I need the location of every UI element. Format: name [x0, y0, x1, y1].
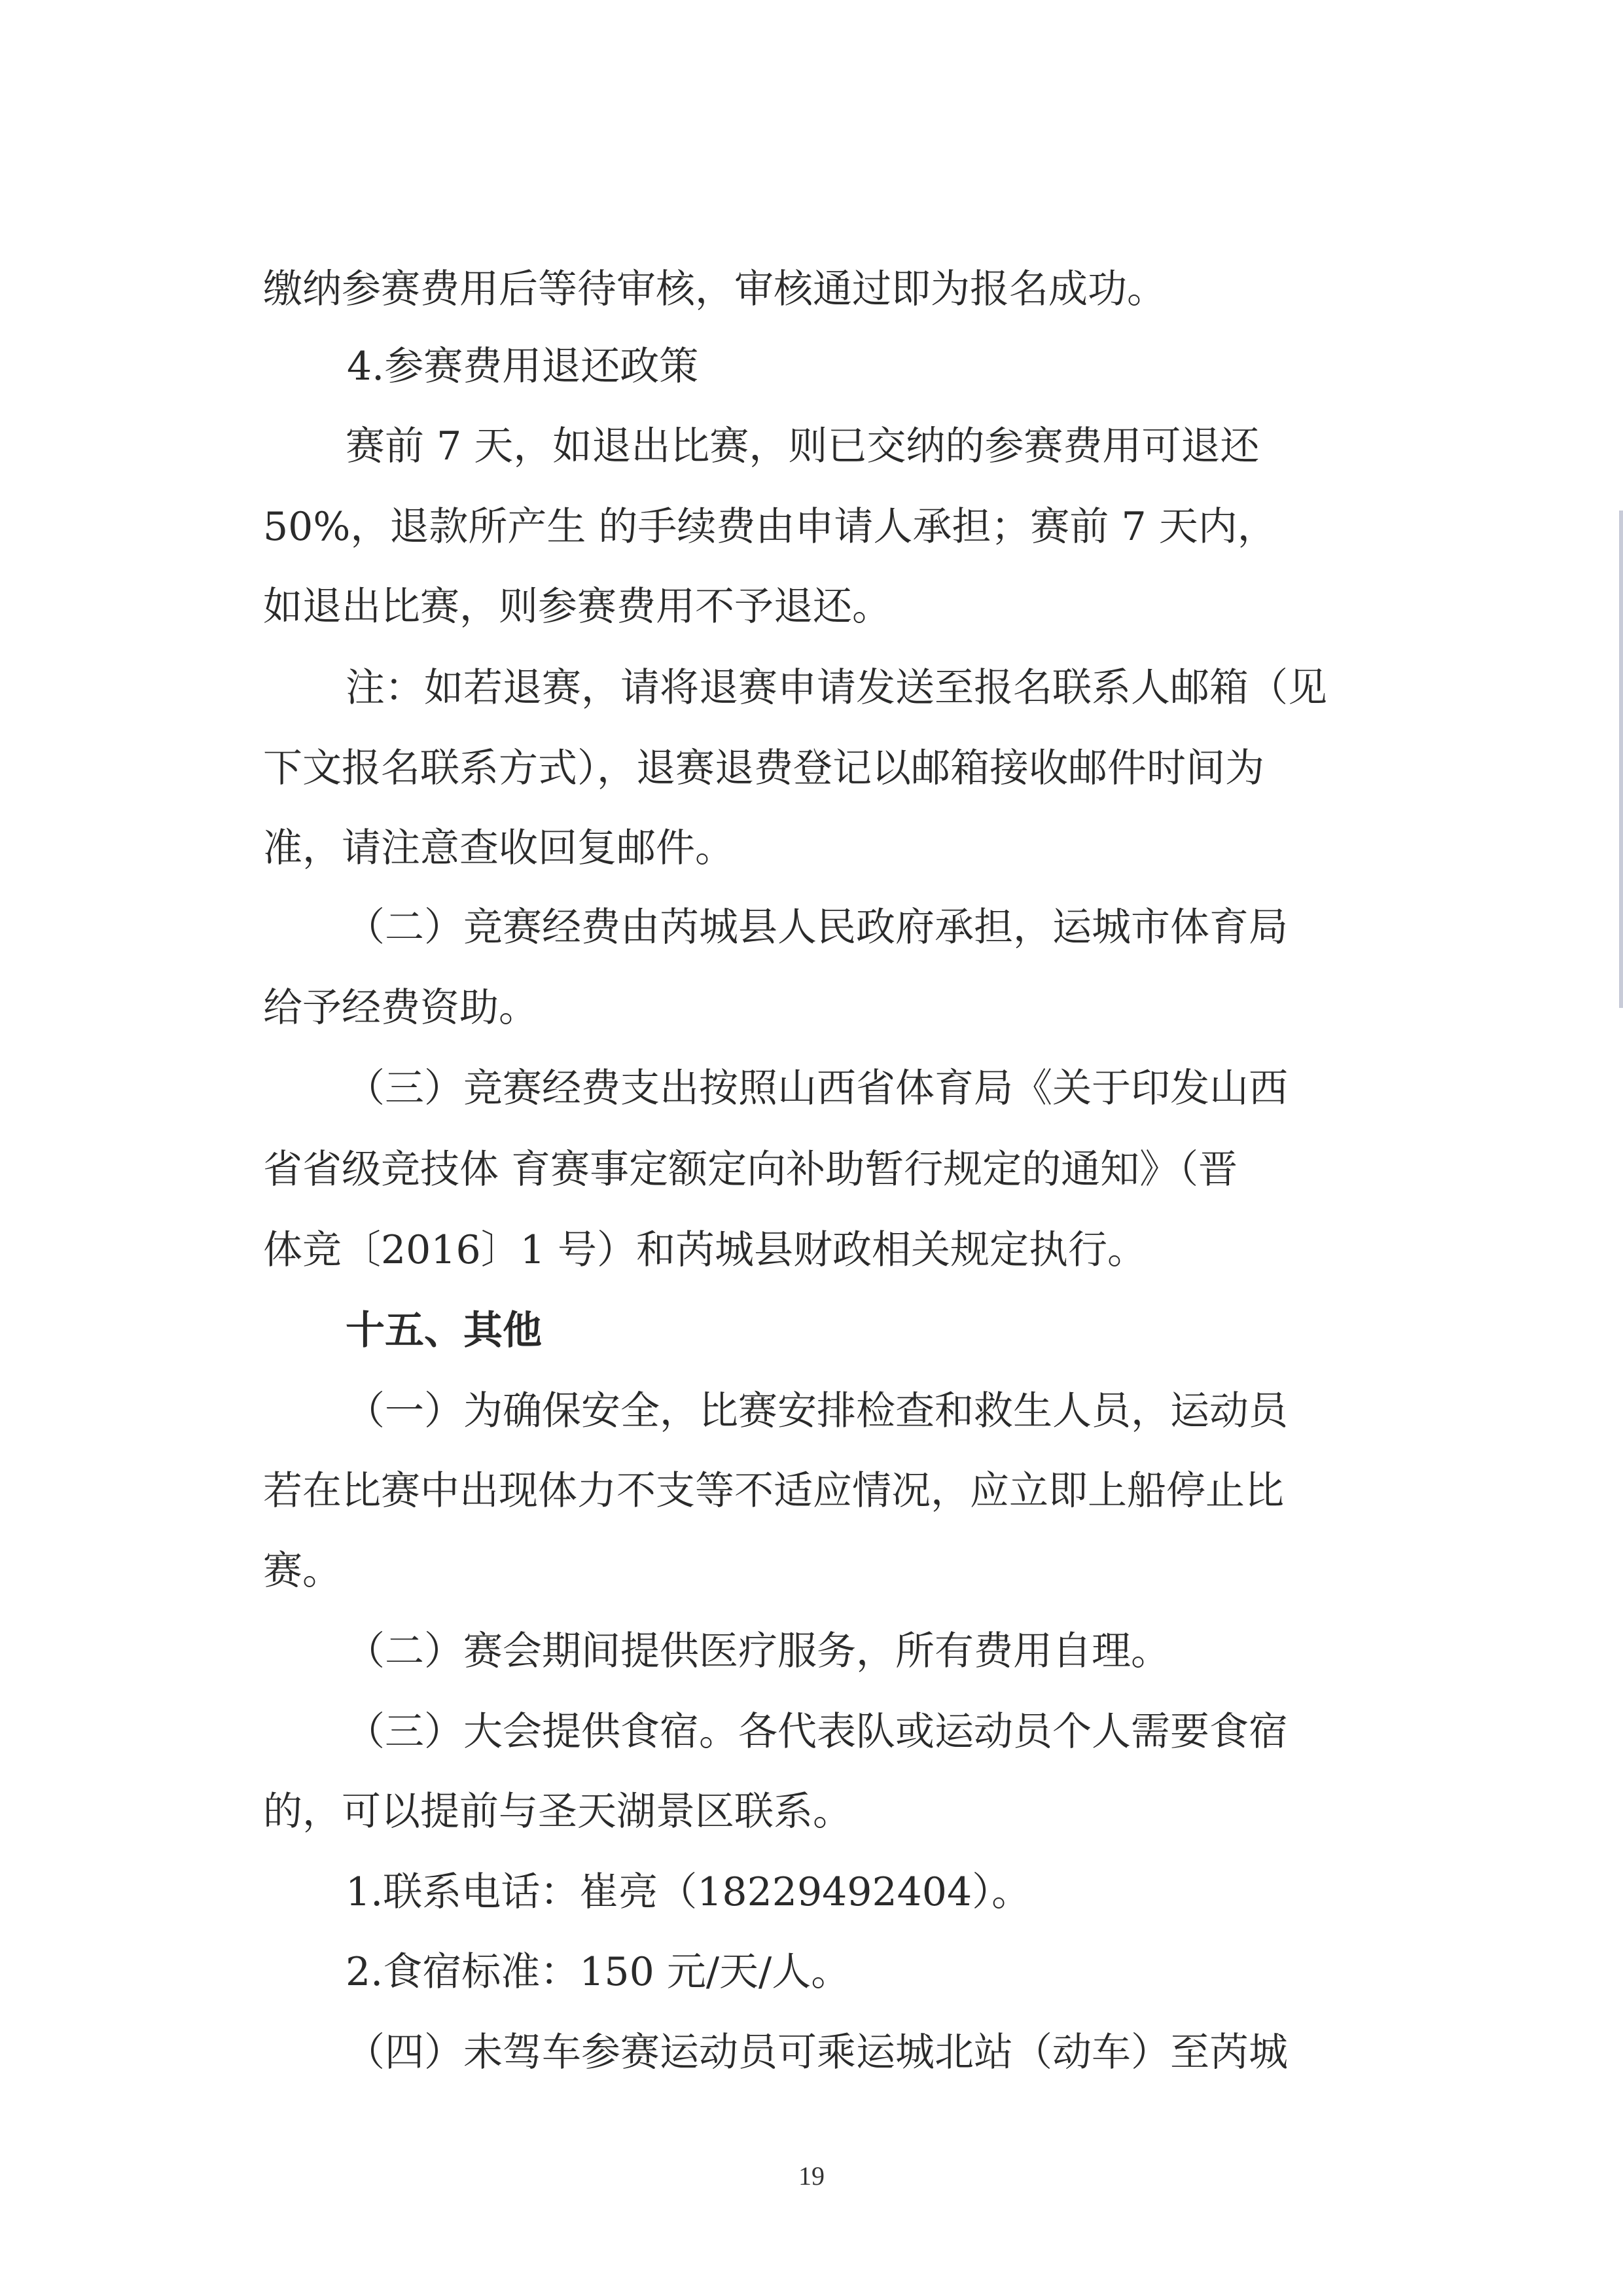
note-line-2: 下文报名联系方式），退赛退费登记以邮箱接收邮件时间为 — [263, 745, 1264, 791]
paragraph-line-3: 赛前 7 天，如退出比赛，则已交纳的参赛费用可退还 — [346, 423, 1260, 469]
paragraph-line-1: 缴纳参赛费用后等待审核，审核通过即为报名成功。 — [263, 266, 1166, 312]
paragraph-line-17: 赛。 — [263, 1548, 342, 1594]
paragraph-line-13: 体竞〔2016〕1 号）和芮城县财政相关规定执行。 — [263, 1227, 1147, 1273]
page-number: 19 — [798, 2161, 825, 2191]
paragraph-line-20: 的，可以提前与圣天湖景区联系。 — [263, 1789, 852, 1835]
paragraph-line-18: （二）赛会期间提供医疗服务，所有费用自理。 — [346, 1628, 1170, 1674]
subheading-refund-policy: 4.参赛费用退还政策 — [347, 344, 699, 389]
note-line-3: 准，请注意查收回复邮件。 — [263, 825, 734, 871]
paragraph-line-19: （三）大会提供食宿。各代表队或运动员个人需要食宿 — [346, 1709, 1288, 1755]
paragraph-line-5: 如退出比赛，则参赛费用不予退还。 — [263, 584, 891, 630]
paragraph-line-15: （一）为确保安全，比赛安排检查和救生人员，运动员 — [346, 1388, 1288, 1434]
note-line-1: 注：如若退赛，请将退赛申请发送至报名联系人邮箱（见 — [346, 665, 1327, 711]
paragraph-line-11: （三）竞赛经费支出按照山西省体育局《关于印发山西 — [346, 1066, 1288, 1111]
paragraph-line-23: （四）未驾车参赛运动员可乘运城北站（动车）至芮城 — [346, 2030, 1288, 2075]
paragraph-line-12: 省省级竞技体 育赛事定额定向补助暂行规定的通知》（晋 — [263, 1147, 1238, 1193]
paragraph-line-4: 50%，退款所产生 的手续费由申请人承担；赛前 7 天内， — [263, 504, 1277, 550]
section-heading-15: 十五、其他 — [346, 1308, 542, 1354]
paragraph-line-9: （二）竞赛经费由芮城县人民政府承担，运城市体育局 — [346, 905, 1288, 950]
paragraph-line-10: 给予经费资助。 — [263, 985, 538, 1031]
paragraph-line-16: 若在比赛中出现体力不支等不适应情况，应立即上船停止比 — [263, 1468, 1284, 1514]
contact-phone-line: 1.联系电话：崔亮（18229492404）。 — [346, 1869, 1031, 1915]
lodging-rate-line: 2.食宿标准：150 元/天/人。 — [346, 1949, 851, 1995]
scan-edge-mark — [1619, 511, 1623, 1008]
